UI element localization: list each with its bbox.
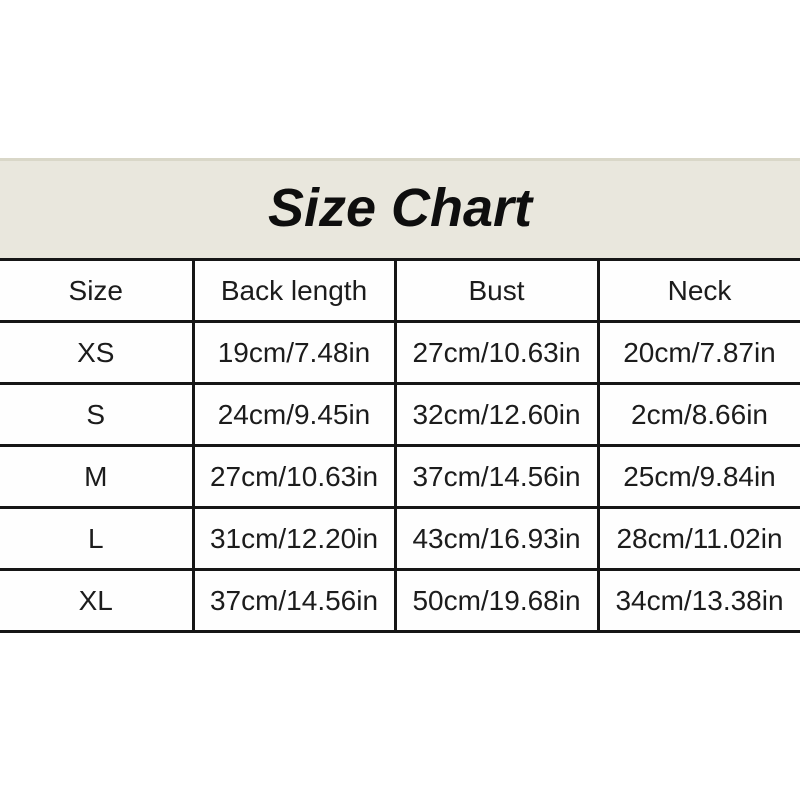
page-title: Size Chart (267, 177, 533, 238)
column-header-neck: Neck (598, 260, 800, 322)
size-label-cell: L (0, 508, 193, 570)
bust-cell: 50cm/19.68in (395, 570, 598, 632)
table-row-s (0, 384, 800, 446)
bust-cell: 43cm/16.93in (395, 508, 598, 570)
column-header-size: Size (0, 260, 193, 322)
back-length-cell: 37cm/14.56in (193, 570, 395, 632)
size-label-cell: XL (0, 570, 193, 632)
table-row-xl (0, 570, 800, 632)
neck-cell: 25cm/9.84in (598, 446, 800, 508)
back-length-cell: 27cm/10.63in (193, 446, 395, 508)
neck-cell: 28cm/11.02in (598, 508, 800, 570)
bust-cell: 37cm/14.56in (395, 446, 598, 508)
column-header-back-length: Back length (193, 260, 395, 322)
back-length-cell: 31cm/12.20in (193, 508, 395, 570)
table-row-xs (0, 322, 800, 384)
size-label-cell: M (0, 446, 193, 508)
neck-cell: 2cm/8.66in (598, 384, 800, 446)
neck-cell: 20cm/7.87in (598, 322, 800, 384)
size-chart-table (0, 258, 800, 633)
title-banner (0, 158, 800, 258)
table-row-m (0, 446, 800, 508)
table-header-row (0, 260, 800, 322)
table-row-l (0, 508, 800, 570)
column-header-bust: Bust (395, 260, 598, 322)
size-label-cell: S (0, 384, 193, 446)
back-length-cell: 19cm/7.48in (193, 322, 395, 384)
bust-cell: 32cm/12.60in (395, 384, 598, 446)
bust-cell: 27cm/10.63in (395, 322, 598, 384)
back-length-cell: 24cm/9.45in (193, 384, 395, 446)
size-label-cell: XS (0, 322, 193, 384)
neck-cell: 34cm/13.38in (598, 570, 800, 632)
